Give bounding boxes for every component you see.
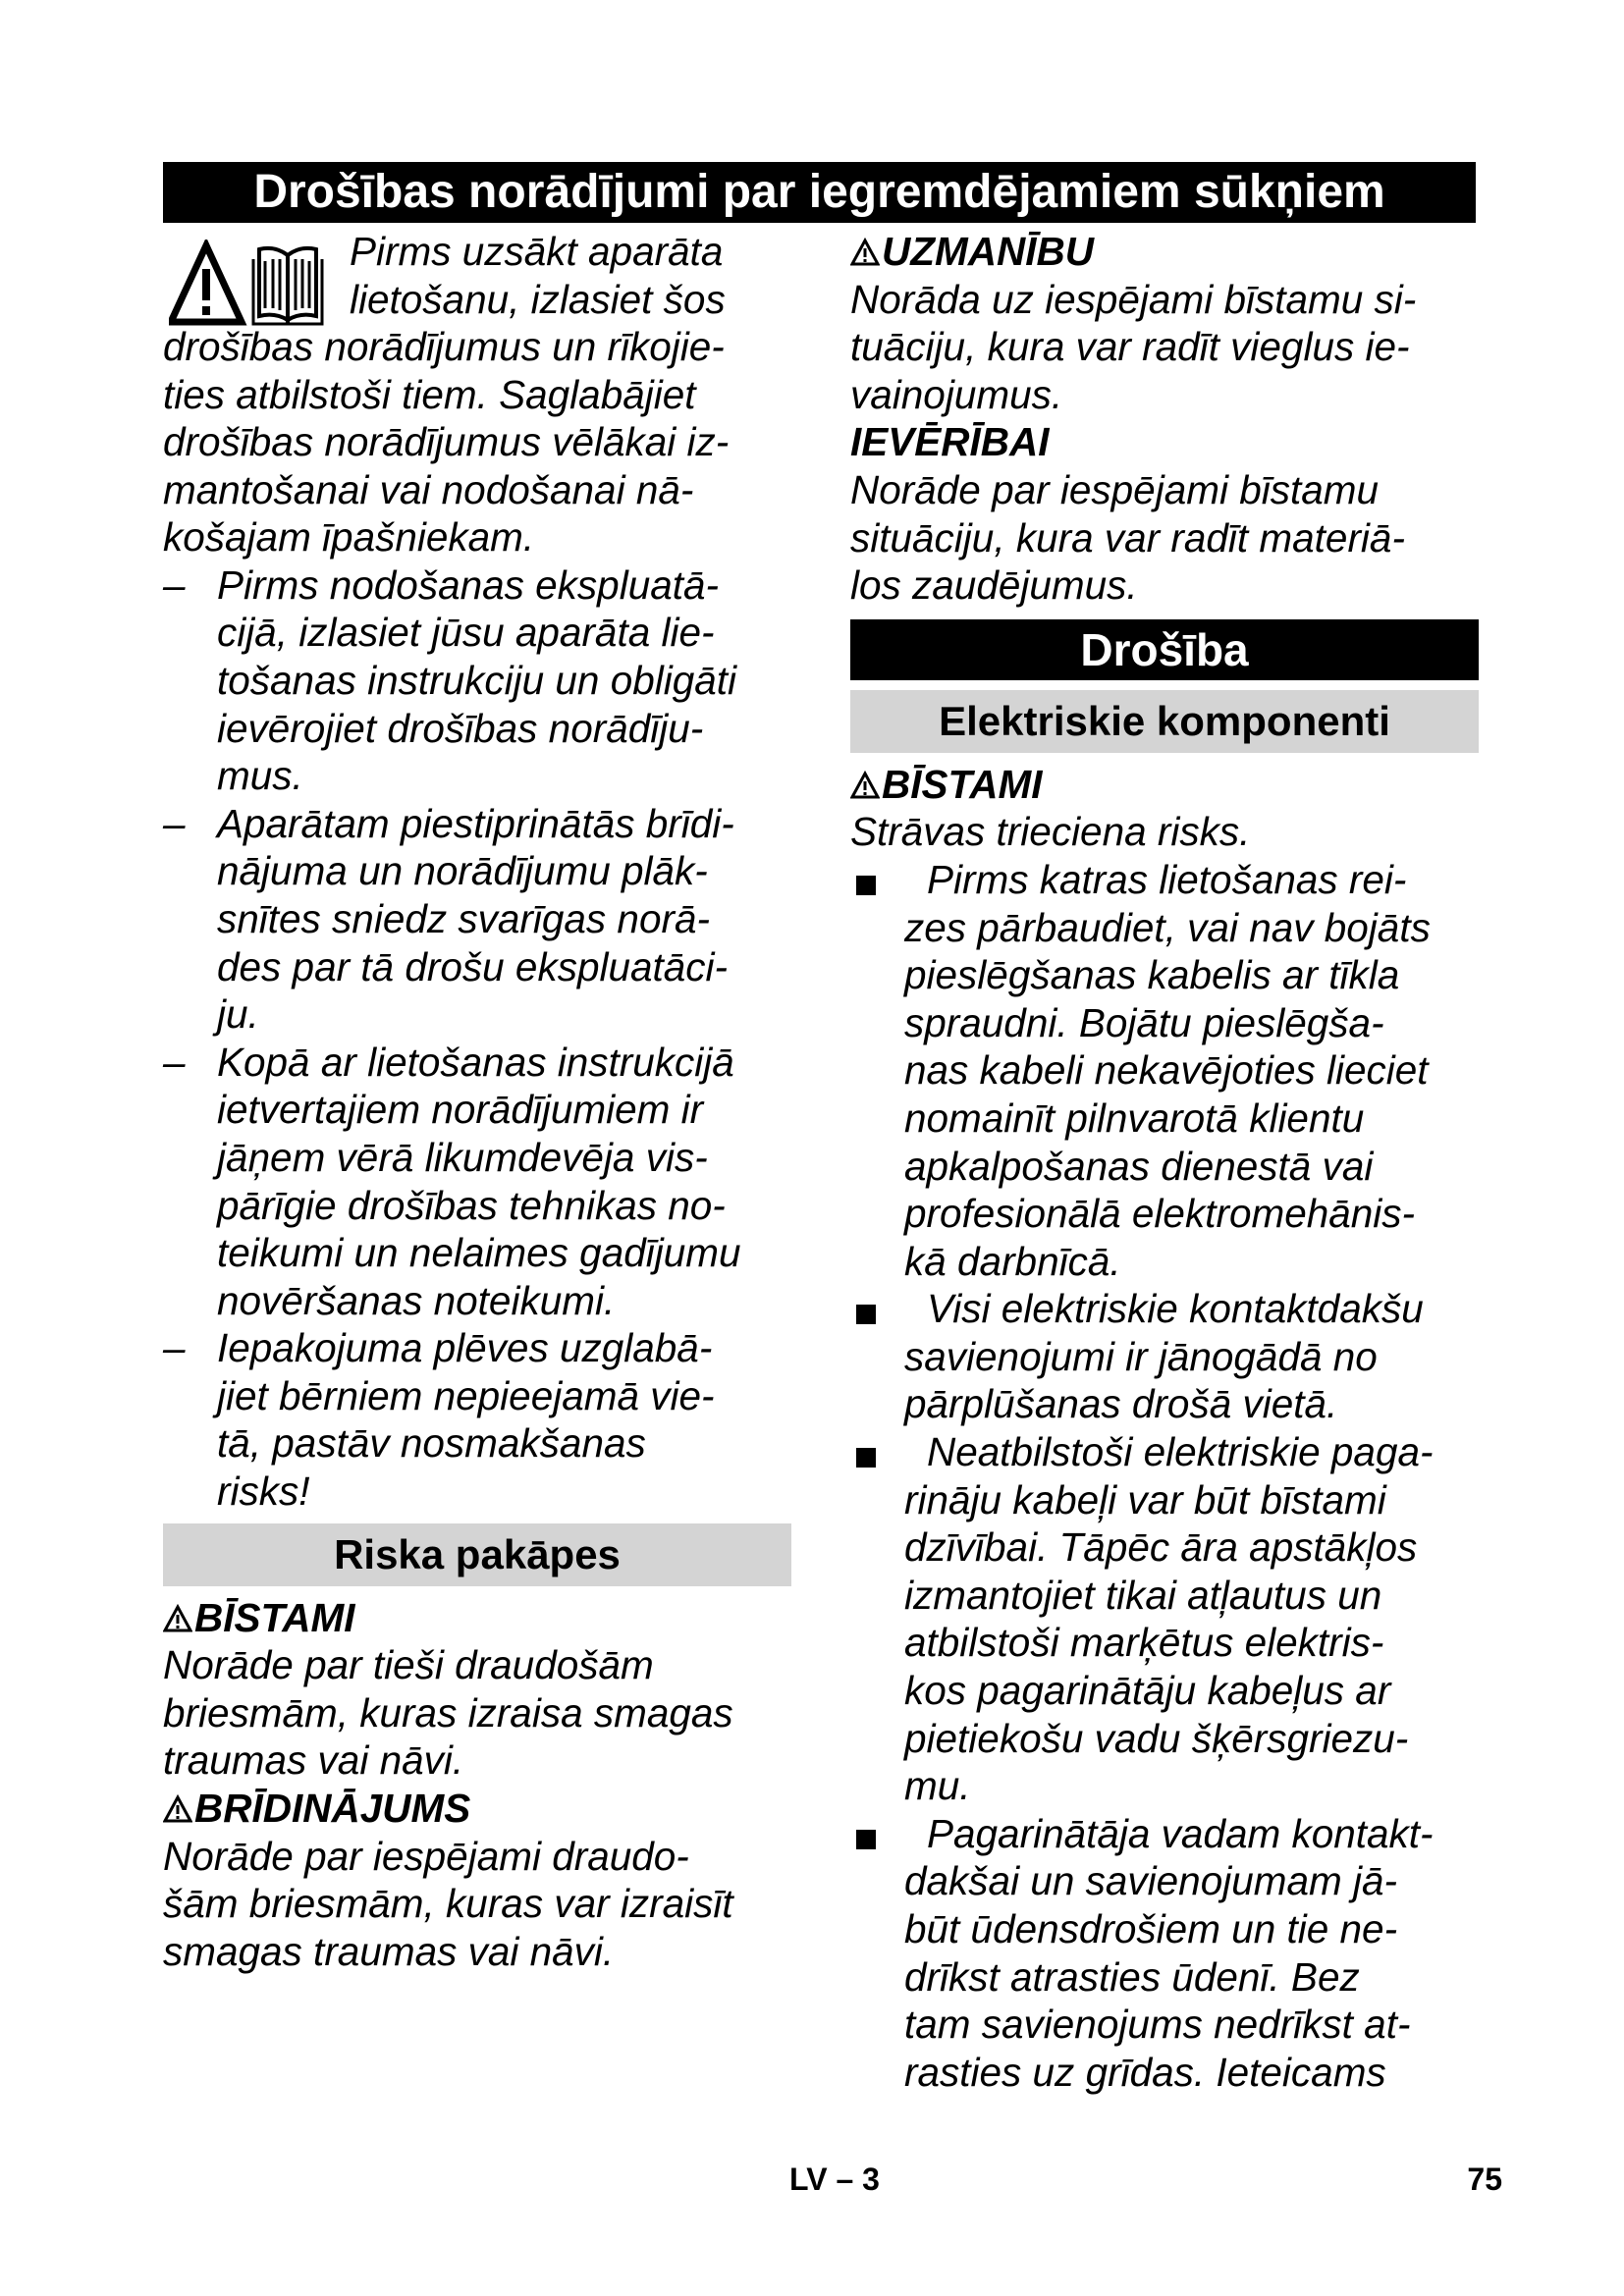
danger-signal [850, 761, 1479, 809]
left-column [163, 228, 791, 1975]
caution-label: UZMANĪBU [882, 229, 1094, 274]
section-title: Drošības norādījumi par iegremdējamiem sūkņiem [163, 162, 1476, 223]
list-line: mus. [217, 753, 303, 799]
text-line: Norāde par iespējami draudo- [163, 1833, 689, 1879]
warning-triangle-icon [171, 245, 242, 322]
text-line: šām briesmām, kuras var izraisīt [163, 1881, 733, 1927]
list-line: profesionālā elektromehānis- [904, 1191, 1416, 1237]
danger-text: Strāvas trieciena risks. [850, 809, 1251, 855]
list-line: des par tā drošu ekspluatāci- [217, 943, 729, 989]
list-line: rasties uz grīdas. Ieteicams [904, 2049, 1386, 2095]
intro-line: košajam īpašniekam. [163, 514, 535, 561]
list-item [850, 856, 1479, 1285]
list-line: pārplūšanas drošā vietā. [904, 1381, 1338, 1427]
list-line: mu. [904, 1763, 971, 1809]
list-item [163, 800, 791, 1039]
list-line: jāņem vērā likumdevēja vis- [217, 1134, 708, 1180]
list-line: Visi elektriskie kontaktdakšu [927, 1286, 1424, 1332]
list-line: zes pārbaudiet, vai nav bojāts [904, 904, 1431, 950]
text-line: los zaudējumus. [850, 562, 1138, 609]
intro-paragraph [163, 228, 791, 418]
electrical-components-heading: Elektriskie komponenti [850, 690, 1479, 753]
text-line: smagas traumas vai nāvi. [163, 1928, 615, 1974]
list-line: atbilstoši marķētus elektris- [904, 1620, 1384, 1666]
warning-triangle-icon [850, 238, 880, 267]
manual-book-icon [253, 248, 322, 324]
list-line: nomainīt pilnvarotā klientu [904, 1095, 1365, 1141]
list-item [850, 1810, 1479, 2097]
list-line: ju. [217, 991, 259, 1038]
list-line: tam savienojums nedrīkst at- [904, 2002, 1411, 2048]
dash-marker: – [163, 800, 186, 846]
warning-triangle-icon [163, 1604, 192, 1633]
bullet-list [850, 856, 1479, 2096]
danger-label: BĪSTAMI [882, 761, 1043, 807]
list-line: Pagarinātāja vadam kontakt- [927, 1810, 1434, 1856]
dash-list [163, 561, 791, 1516]
intro-line: drošības norādījumus un rīkojie- [163, 324, 725, 370]
warning-signal [163, 1785, 791, 1833]
dash-marker: – [163, 1325, 186, 1371]
bullet-square-icon [856, 1305, 876, 1324]
text-line: traumas vai nāvi. [163, 1737, 464, 1784]
list-line: nājuma un norādījumu plāk- [217, 848, 708, 894]
text-line: tuāciju, kura var radīt vieglus ie- [850, 324, 1410, 370]
list-line: risks! [217, 1468, 310, 1515]
list-line: ietvertajiem norādījumiem ir [217, 1087, 704, 1133]
safety-heading: Drošība [850, 619, 1479, 680]
list-line: pieslēgšanas kabelis ar tīkla [904, 952, 1400, 998]
dash-marker: – [163, 561, 186, 608]
list-line: teikumi un nelaimes gadījumu [217, 1230, 741, 1276]
list-line: Kopā ar lietošanas instrukcijā [217, 1039, 734, 1085]
safety-icons [169, 240, 326, 332]
list-item [163, 1039, 791, 1325]
warning-label: BRĪDINĀJUMS [194, 1786, 471, 1832]
text-line: Norāde par tieši draudošām [163, 1642, 654, 1688]
bullet-square-icon [856, 876, 876, 895]
list-line: tošanas instrukciju un obligāti [217, 657, 737, 703]
page-number: 75 [1467, 2162, 1502, 2197]
list-line: Iepakojuma plēves uzglabā- [217, 1325, 713, 1371]
list-line: pārīgie drošības tehnikas no- [217, 1182, 726, 1228]
list-item [850, 1428, 1479, 1810]
list-line: ievērojiet drošības norādīju- [217, 705, 704, 751]
intro-line: Pirms uzsākt aparāta [350, 229, 724, 274]
list-line: dzīvībai. Tāpēc āra apstākļos [904, 1524, 1418, 1571]
list-line: izmantojiet tikai atļautus un [904, 1572, 1382, 1618]
list-line: Pirms nodošanas ekspluatā- [217, 561, 720, 608]
list-line: tā, pastāv nosmakšanas [217, 1420, 646, 1467]
text-line: situāciju, kura var radīt materiā- [850, 514, 1405, 561]
intro-line: lietošanu, izlasiet šos [350, 276, 726, 322]
list-line: jiet bērniem nepieejamā vie- [217, 1372, 715, 1418]
text-line: Norāda uz iespējami bīstamu si- [850, 276, 1417, 322]
page-label: LV – 3 [789, 2162, 880, 2197]
list-line: spraudni. Bojātu pieslēgša- [904, 999, 1384, 1045]
danger-label: BĪSTAMI [194, 1594, 355, 1640]
danger-signal [163, 1594, 791, 1642]
list-line: pietiekošu vadu šķērsgriezu- [904, 1715, 1409, 1761]
warning-triangle-icon [850, 771, 880, 800]
notice-label: IEVĒRĪBAI [850, 419, 1050, 465]
list-line: drīkst atrasties ūdenī. Bez [904, 1953, 1360, 2000]
list-line: apkalpošanas dienestā vai [904, 1143, 1374, 1189]
caution-signal [850, 228, 1479, 276]
list-line: nas kabeli nekavējoties lieciet [904, 1047, 1429, 1094]
text-line: Norāde par iespējami bīstamu [850, 466, 1380, 512]
list-line: būt ūdensdrošiem un tie ne- [904, 1906, 1398, 1951]
list-line: savienojumi ir jānogādā no [904, 1333, 1378, 1379]
bullet-square-icon [856, 1448, 876, 1468]
risk-levels-heading: Riska pakāpes [163, 1523, 791, 1586]
list-line: dakšai un savienojumam jā- [904, 1858, 1397, 1904]
notice-signal [850, 418, 1479, 466]
list-item [163, 561, 791, 800]
list-line: Neatbilstoši elektriskie paga- [927, 1429, 1434, 1475]
bullet-square-icon [856, 1830, 876, 1849]
list-line: Aparātam piestiprinātās brīdi- [217, 800, 734, 846]
dash-marker: – [163, 1039, 186, 1085]
text-line: vainojumus. [850, 371, 1063, 417]
list-line: kā darbnīcā. [904, 1238, 1121, 1284]
intro-line: ties atbilstoši tiem. Saglabājiet [163, 371, 696, 417]
list-item [850, 1285, 1479, 1428]
list-item [163, 1324, 791, 1515]
list-line: novēršanas noteikumi. [217, 1277, 616, 1323]
list-line: Pirms katras lietošanas rei- [927, 856, 1407, 902]
list-line: rināju kabeļi var būt bīstami [904, 1476, 1386, 1522]
intro-line: mantošanai vai nodošanai nā- [163, 466, 694, 512]
right-column [850, 228, 1479, 2096]
intro-line: drošības norādījumus vēlākai iz- [163, 419, 730, 464]
warning-triangle-icon [163, 1794, 192, 1824]
text-line: briesmām, kuras izraisa smagas [163, 1689, 733, 1735]
list-line: cijā, izlasiet jūsu aparāta lie- [217, 610, 715, 656]
list-line: snītes sniedz svarīgas norā- [217, 895, 710, 941]
list-line: kos pagarinātāju kabeļus ar [904, 1668, 1391, 1714]
